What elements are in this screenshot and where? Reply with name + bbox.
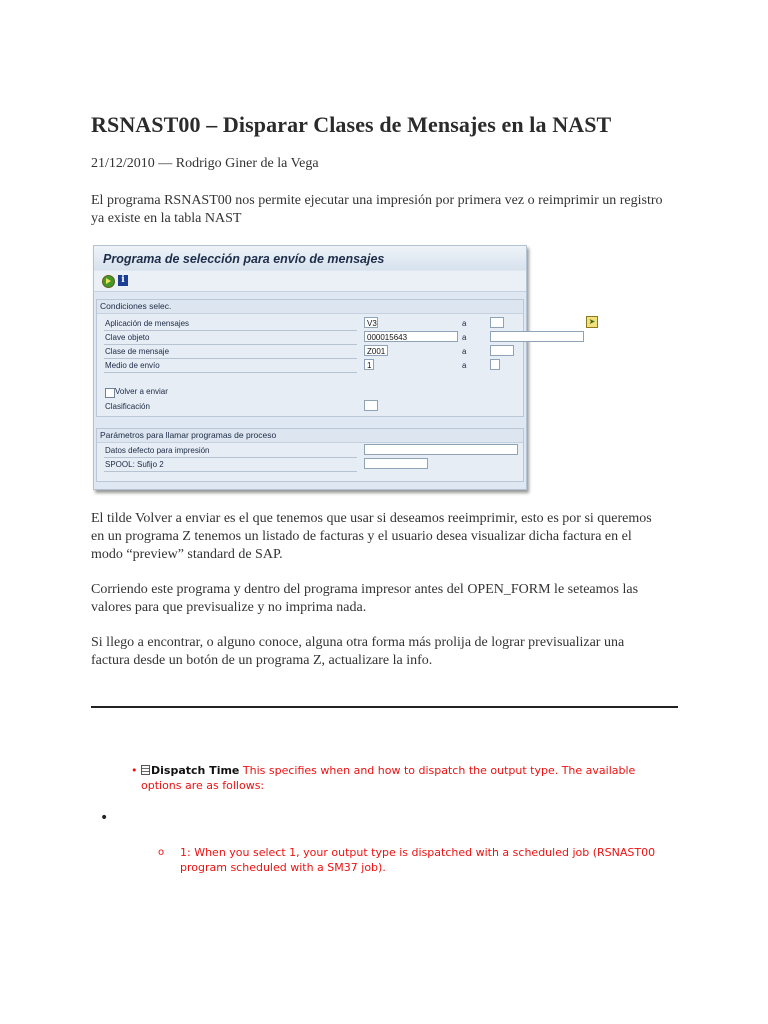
article-title: RSNAST00 – Disparar Clases de Mensajes en la NAST	[91, 112, 612, 137]
multiple-selection-button[interactable]: ➤	[586, 316, 598, 328]
print-defaults-label: Datos defecto para impresión	[105, 446, 210, 455]
dispatch-time-description: This specifies when and how to dispatch the output type. The available options are as follows:	[141, 764, 636, 792]
classification-label: Clasificación	[105, 402, 150, 411]
execute-icon[interactable]	[102, 275, 115, 288]
dispatch-time-label: Dispatch Time	[151, 764, 240, 777]
row-underline	[104, 344, 357, 345]
paragraph-intro: El programa RSNAST00 nos permite ejecutar una impresión por primera vez o reimprimir un registro ya existe en la tabla NAST	[91, 193, 663, 226]
print-defaults-input[interactable]	[364, 444, 518, 455]
object-key-low-input[interactable]: 000015643	[364, 331, 458, 342]
row-underline	[104, 330, 357, 331]
sub-list-item-option-1	[158, 845, 660, 875]
selection-conditions-box	[96, 299, 596, 417]
resend-label: Volver a enviar	[115, 387, 168, 396]
range-to-label: a	[462, 361, 467, 370]
option-1-text: 1: When you select 1, your output type is dispatched with a scheduled job (RSNAST00 program scheduled with a SM37 job).	[180, 846, 656, 874]
field-label-message-type: Clase de mensaje	[105, 347, 170, 356]
field-label-medium: Medio de envío	[105, 361, 160, 370]
field-label-application: Aplicación de mensajes	[105, 319, 190, 328]
bullet: •	[131, 764, 138, 777]
list-item-dispatch-time	[131, 763, 671, 793]
article-meta: 21/12/2010 — Rodrigo Giner de la Vega	[91, 156, 319, 171]
sap-title: Programa de selección para envío de mensajes	[103, 252, 385, 266]
spool-suffix-input[interactable]	[364, 458, 428, 469]
paragraph-open-form: Corriendo este programa y dentro del programa impresor antes del OPEN_FORM le seteamos las valores para que previsualize y no imprima nada.	[91, 582, 639, 615]
sap-selection-screenshot	[93, 245, 596, 490]
document-icon	[141, 765, 150, 775]
medium-low-input[interactable]: 1	[364, 359, 374, 370]
application-high-input[interactable]	[490, 317, 504, 328]
message-type-high-input[interactable]	[490, 345, 514, 356]
classification-input[interactable]	[364, 400, 378, 411]
application-low-input[interactable]: V3	[364, 317, 378, 328]
processing-parameters-title: Parámetros para llamar programas de proceso	[100, 430, 277, 440]
processing-parameters-box	[96, 428, 524, 482]
paragraph-resend: El tilde Volver a enviar es el que tenemos que usar si deseamos reeimprimir, esto es por si queremos en un programa Z tenemos un listado de facturas y el usuario desea visualizar dicha factura en el modo “preview” standard de SAP.	[91, 511, 652, 562]
sub-bullet: o	[158, 847, 165, 858]
range-to-label: a	[462, 319, 467, 328]
range-to-label: a	[462, 333, 467, 342]
range-to-label: a	[462, 347, 467, 356]
bullet: •	[100, 810, 109, 826]
medium-high-input[interactable]	[490, 359, 500, 370]
paragraph-request: Si llego a encontrar, o alguno conoce, alguna otra forma más prolija de lograr previsualizar una factura desde un botón de un programa Z, actualizare la info.	[91, 635, 625, 668]
spool-suffix-label: SPOOL: Sufijo 2	[105, 460, 164, 469]
processing-parameters-header	[97, 429, 523, 443]
row-underline	[104, 471, 357, 472]
object-key-high-input[interactable]	[490, 331, 584, 342]
row-underline	[104, 358, 357, 359]
sap-title-bar	[94, 246, 526, 270]
list-item-empty	[100, 810, 108, 826]
resend-checkbox[interactable]	[105, 388, 115, 398]
info-icon[interactable]: i	[118, 275, 128, 286]
selection-conditions-title: Condiciones selec.	[100, 301, 172, 311]
row-underline	[104, 372, 357, 373]
selection-conditions-header	[97, 300, 523, 314]
horizontal-rule	[91, 706, 678, 708]
row-underline	[104, 457, 357, 458]
sap-toolbar	[94, 271, 526, 292]
message-type-low-input[interactable]: Z001	[364, 345, 388, 356]
field-label-object-key: Clave objeto	[105, 333, 150, 342]
